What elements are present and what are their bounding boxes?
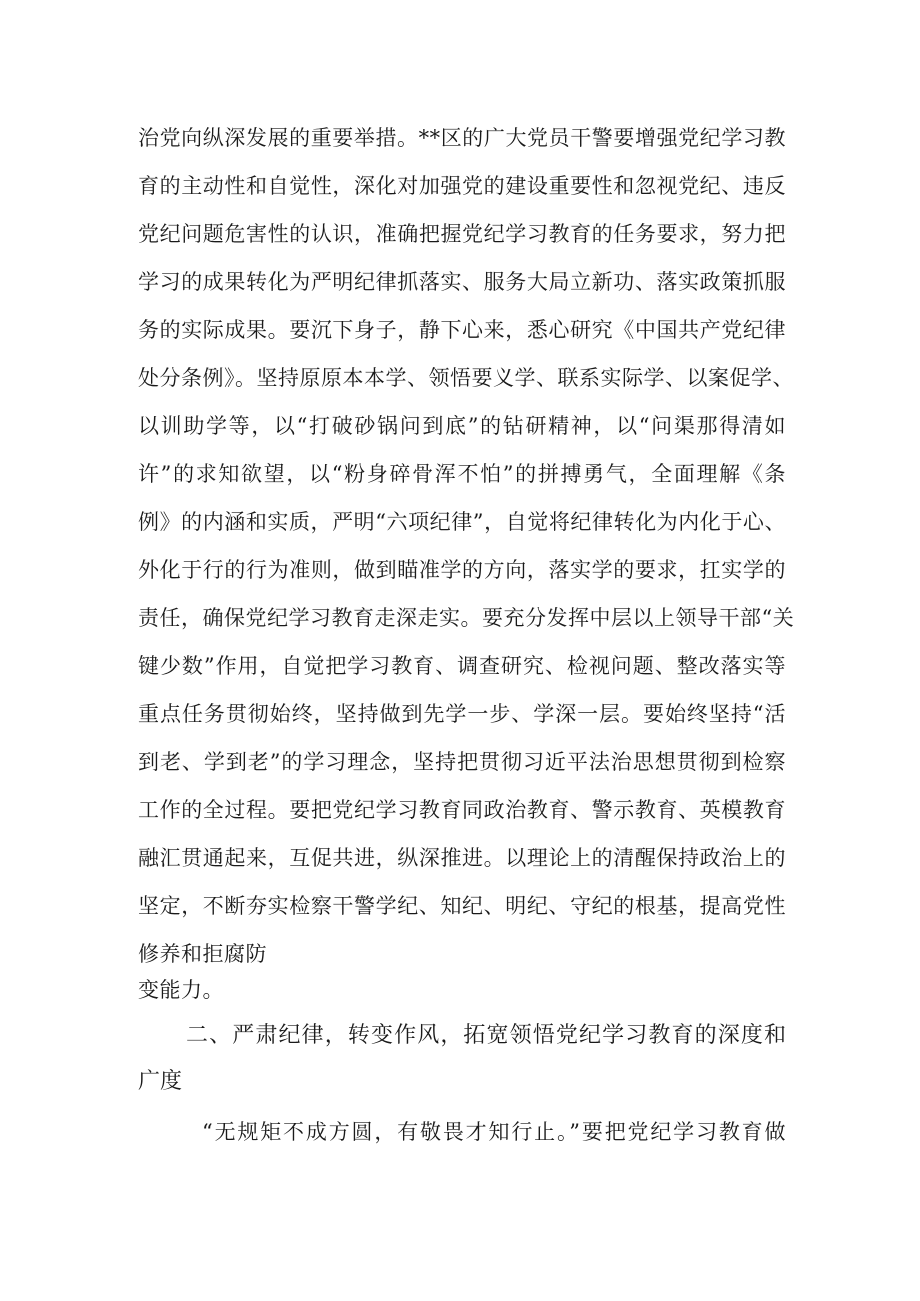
body-line: 键少数”作用，自觉把学习教育、调查研究、检视问题、整改落实等	[138, 654, 786, 678]
body-line: 到老、学到老”的学习理念，坚持把贯彻习近平法治思想贯彻到检察	[138, 750, 786, 774]
body-line: 工作的全过程。要把党纪学习教育同政治教育、警示教育、英模教育	[138, 798, 786, 822]
body-line: 育的主动性和自觉性，深化对加强党的建设重要性和忽视党纪、违反	[138, 174, 786, 198]
body-line: 修养和拒腐防	[138, 942, 267, 966]
next-paragraph-line: “无规矩不成方圆，有敬畏才知行止。”要把党纪学习教育做	[202, 1120, 786, 1144]
body-line: 处分条例》。坚持原原本本学、领悟要义学、联系实际学、以案促学、	[138, 366, 794, 390]
body-line: 融汇贯通起来，互促共进，纵深推进。以理论上的清醒保持政治上的	[138, 846, 786, 870]
body-line: 以训助学等，以“打破砂锅问到底”的钻研精神，以“问渠那得清如	[138, 414, 786, 438]
body-line-tail: 变能力。	[138, 978, 224, 1002]
body-line: 重点任务贯彻始终，坚持做到先学一步、学深一层。要始终坚持“活	[138, 702, 786, 726]
body-line: 例》的内涵和实质，严明“六项纪律”，自觉将纪律转化为内化于心、	[138, 510, 786, 534]
body-line: 党纪问题危害性的认识，准确把握党纪学习教育的任务要求，努力把	[138, 222, 786, 246]
body-line: 责任，确保党纪学习教育走深走实。要充分发挥中层以上领导干部“关	[138, 606, 795, 630]
body-line: 许”的求知欲望，以“粉身碎骨浑不怕”的拼搏勇气，全面理解《条	[138, 462, 786, 486]
body-line: 治党向纵深发展的重要举措。**区的广大党员干警要增强党纪学习教	[138, 126, 786, 150]
body-line: 务的实际成果。要沉下身子，静下心来，悉心研究《中国共产党纪律	[138, 318, 786, 342]
section-heading-continued: 广度	[138, 1069, 183, 1094]
section-heading: 二、严肃纪律，转变作风，拓宽领悟党纪学习教育的深度和	[186, 1023, 786, 1048]
body-line: 学习的成果转化为严明纪律抓落实、服务大局立新功、落实政策抓服	[138, 270, 786, 294]
body-line: 外化于行的行为准则，做到瞄准学的方向，落实学的要求，扛实学的	[138, 558, 786, 582]
body-line: 坚定，不断夯实检察干警学纪、知纪、明纪、守纪的根基，提高党性	[138, 894, 786, 918]
